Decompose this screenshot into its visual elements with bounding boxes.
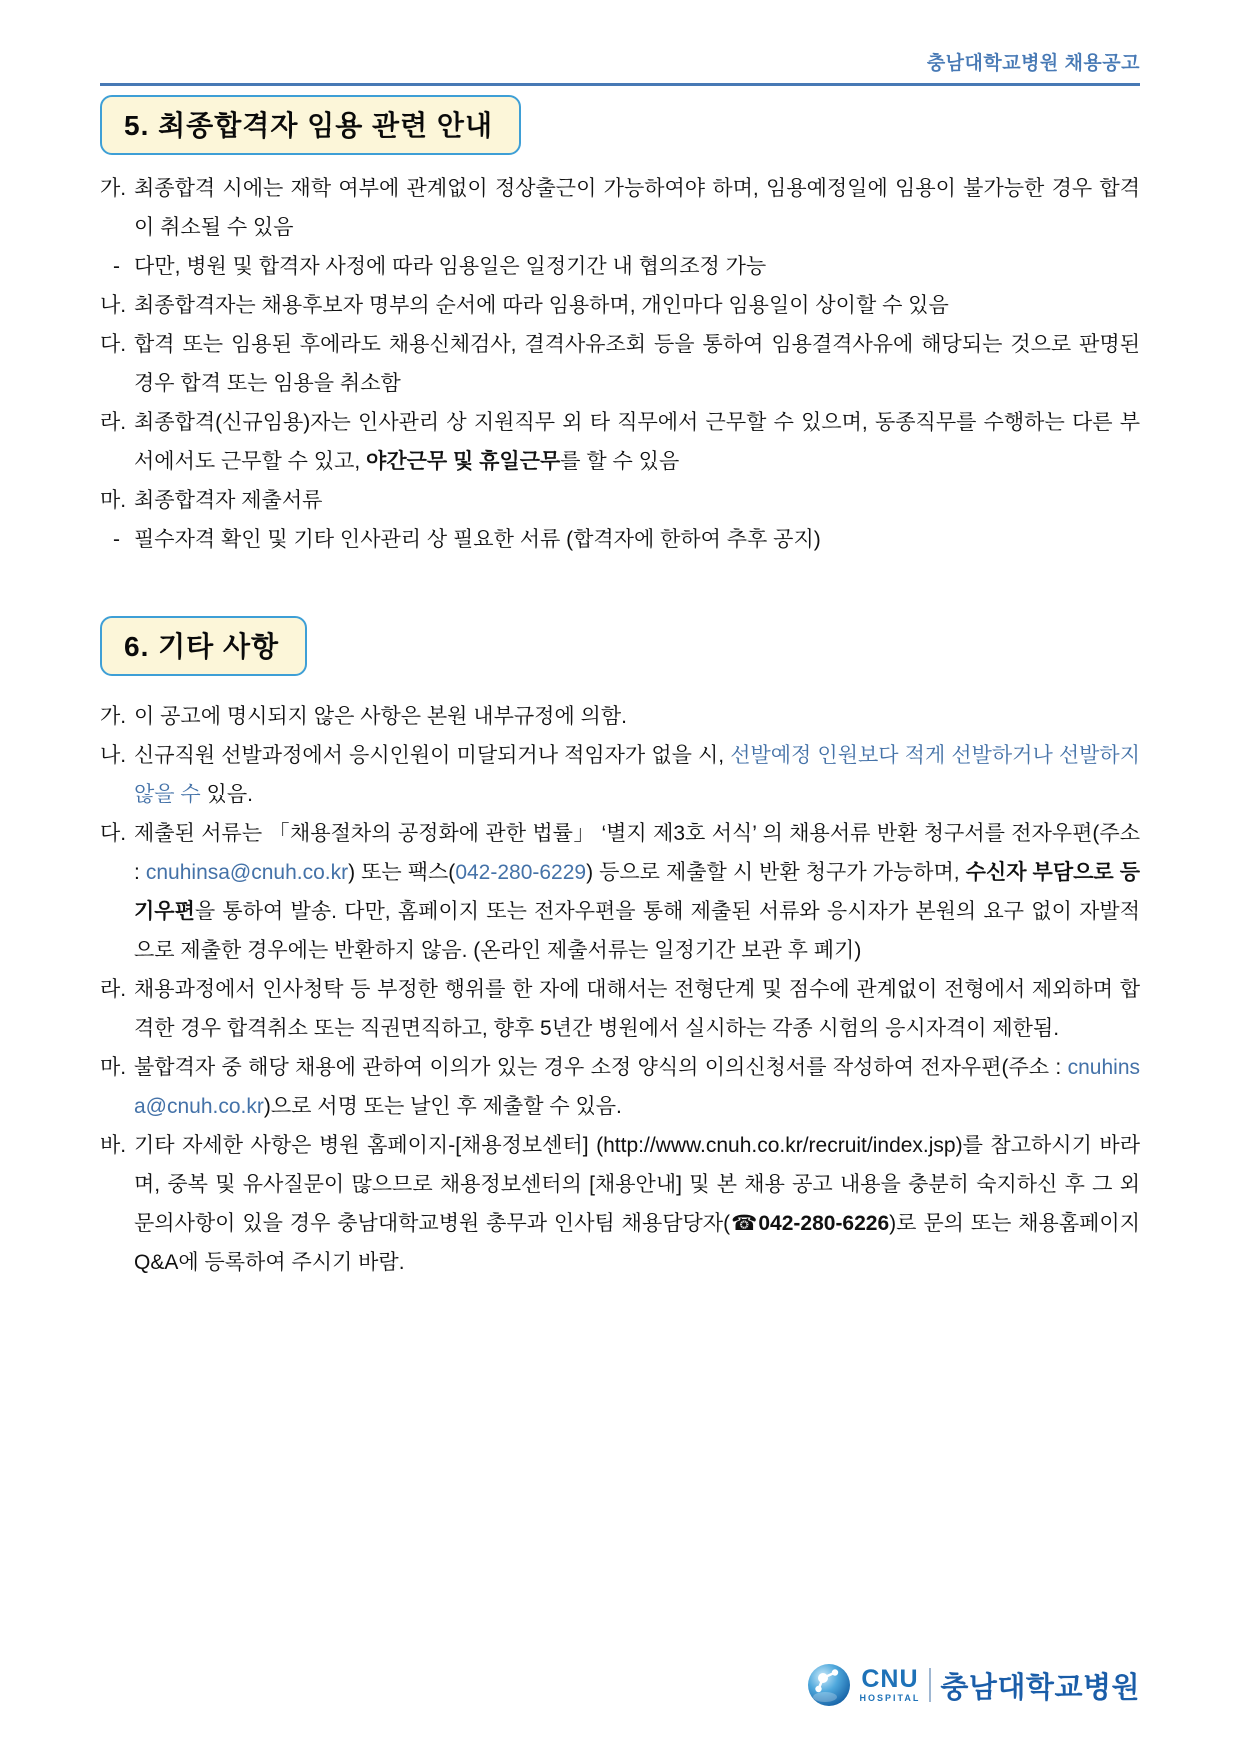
plain-text: 필수자격 확인 및 기타 인사관리 상 필요한 서류 (합격자에 한하여 추후 공지) bbox=[134, 528, 821, 551]
list-item bbox=[100, 325, 1140, 403]
plain-text: 최종합격(신규임용)자는 인사관리 상 지원직무 외 타 직무에서 근무할 수 있으며, 동종직무를 수행하는 다른 부서에서도 근무할 수 있고, bbox=[134, 411, 1140, 473]
item-text bbox=[134, 970, 1140, 1048]
item-text bbox=[134, 403, 1140, 481]
item-marker: 다. bbox=[100, 822, 127, 845]
plain-text: 있음. bbox=[200, 783, 253, 806]
item-text bbox=[134, 286, 1140, 325]
plain-text: 최종합격자 제출서류 bbox=[134, 489, 323, 512]
item-text bbox=[134, 814, 1140, 970]
item-marker: 라. bbox=[100, 978, 127, 1001]
highlighted-text: cnuhinsa@cnuh.co.kr bbox=[134, 1056, 1140, 1118]
plain-text: 을 통하여 발송. 다만, 홈페이지 또는 전자우편을 통해 제출된 서류와 응시자가 본원의 요구 없이 자발적으로 제출한 경우에는 반환하지 않음. (온라인 제출서류는 일정기간 보관 후 폐기) bbox=[134, 900, 1140, 962]
logo-divider bbox=[929, 1668, 931, 1702]
highlighted-text: cnuhinsa@cnuh.co.kr bbox=[145, 861, 349, 884]
item-marker: 다. bbox=[100, 333, 127, 356]
item-marker: 바. bbox=[100, 1134, 127, 1157]
list-item bbox=[100, 1048, 1140, 1126]
highlighted-text: 042-280-6229 bbox=[455, 861, 587, 884]
list-item bbox=[100, 697, 1140, 736]
hospital-globe-icon bbox=[807, 1663, 851, 1707]
logo-cnu-text: CNU bbox=[861, 1665, 919, 1693]
item-text bbox=[134, 736, 1140, 814]
list-item bbox=[100, 481, 1140, 520]
section-title bbox=[100, 616, 307, 676]
section-title-wrap bbox=[100, 86, 1140, 155]
item-text bbox=[134, 520, 1140, 559]
bold-text: 수신자 부담으로 등기우편 bbox=[134, 861, 1140, 923]
plain-text: 제출된 서류는 「채용절차의 공정화에 관한 법률」 ‘별지 제3호 서식’ 의 채용서류 반환 청구서를 전자우편(주소 : bbox=[134, 822, 1140, 884]
item-marker: 가. bbox=[100, 705, 127, 728]
footer-logo bbox=[807, 1663, 1140, 1707]
section-body bbox=[100, 697, 1140, 1282]
item-marker: 가. bbox=[100, 177, 127, 200]
list-item bbox=[100, 286, 1140, 325]
plain-text: 를 할 수 있음 bbox=[560, 450, 680, 473]
item-text bbox=[134, 325, 1140, 403]
list-item bbox=[100, 736, 1140, 814]
plain-text: ) 또는 팩스( bbox=[348, 861, 456, 884]
item-marker: - bbox=[113, 255, 120, 278]
document-section bbox=[100, 86, 1140, 559]
item-marker: - bbox=[113, 528, 120, 551]
header-title: 충남대학교병원 채용공고 bbox=[926, 53, 1140, 74]
plain-text: 합격 또는 임용된 후에라도 채용신체검사, 결격사유조회 등을 통하여 임용결격사유에 해당되는 것으로 판명된 경우 합격 또는 임용을 취소함 bbox=[134, 333, 1140, 395]
plain-text: 신규직원 선발과정에서 응시인원이 미달되거나 적임자가 없을 시, bbox=[134, 744, 731, 767]
list-item bbox=[100, 247, 1140, 286]
plain-text: 기타 자세한 사항은 병원 홈페이지-[채용정보센터] (http://www.cnuh.co.kr/recruit/index.jsp)를 참고하시기 바라며, 중복 및 유사질문이 많으므로 채용정보센터의 [채용안내] 및 본 채용 공고 내용을 충분히 숙지하신 후 그 외 문의사항이 있을 경우 충남대학교병원 총무과 인사팀 채용담당자( bbox=[134, 1134, 1140, 1235]
item-marker: 라. bbox=[100, 411, 127, 434]
list-item bbox=[100, 814, 1140, 970]
plain-text: )으로 서명 또는 날인 후 제출할 수 있음. bbox=[263, 1095, 622, 1118]
item-text bbox=[134, 697, 1140, 736]
section-title-label: 5. 최종합격자 임용 관련 안내 bbox=[124, 110, 493, 141]
plain-text: 다만, 병원 및 합격자 사정에 따라 임용일은 일정기간 내 협의조정 가능 bbox=[134, 255, 767, 278]
plain-text: 불합격자 중 해당 채용에 관하여 이의가 있는 경우 소정 양식의 이의신청서를 작성하여 전자우편(주소 : bbox=[134, 1056, 1068, 1079]
document-section bbox=[100, 616, 1140, 1282]
item-text bbox=[134, 169, 1140, 247]
item-text bbox=[134, 1126, 1140, 1282]
plain-text: 최종합격 시에는 재학 여부에 관계없이 정상출근이 가능하여야 하며, 임용예정일에 임용이 불가능한 경우 합격이 취소될 수 있음 bbox=[134, 177, 1140, 239]
bold-text: 야간근무 및 휴일근무 bbox=[366, 450, 561, 473]
list-item bbox=[100, 169, 1140, 247]
section-body bbox=[100, 169, 1140, 559]
logo-cnu-block bbox=[860, 1667, 921, 1703]
item-marker: 나. bbox=[100, 294, 127, 317]
section-title bbox=[100, 95, 521, 155]
highlighted-text: 선발예정 인원보다 적게 선발하거나 선발하지 않을 수 bbox=[134, 744, 1140, 806]
item-text bbox=[134, 481, 1140, 520]
section-title-wrap bbox=[100, 616, 1140, 676]
list-item bbox=[100, 1126, 1140, 1282]
plain-text: 이 공고에 명시되지 않은 사항은 본원 내부규정에 의함. bbox=[134, 705, 627, 728]
item-marker: 마. bbox=[100, 489, 127, 512]
plain-text: )로 문의 또는 채용홈페이지 Q&A에 등록하여 주시기 바람. bbox=[134, 1212, 1140, 1274]
item-marker: 나. bbox=[100, 744, 127, 767]
list-item bbox=[100, 403, 1140, 481]
item-text bbox=[134, 1048, 1140, 1126]
list-item bbox=[100, 970, 1140, 1048]
logo-hospital-name: 충남대학교병원 bbox=[940, 1671, 1140, 1704]
plain-text: 채용과정에서 인사청탁 등 부정한 행위를 한 자에 대해서는 전형단계 및 점수에 관계없이 전형에서 제외하며 합격한 경우 합격취소 또는 직권면직하고, 향후 5년간 병원에서 실시하는 각종 시험의 응시자격이 제한됨. bbox=[134, 978, 1140, 1040]
sections bbox=[100, 86, 1140, 1282]
list-item bbox=[100, 520, 1140, 559]
section-title-label: 6. 기타 사항 bbox=[124, 631, 280, 662]
item-marker: 마. bbox=[100, 1056, 127, 1079]
item-text bbox=[134, 247, 1140, 286]
logo-hospital-text: HOSPITAL bbox=[859, 1693, 921, 1703]
plain-text: 최종합격자는 채용후보자 명부의 순서에 따라 임용하며, 개인마다 임용일이 상이할 수 있음 bbox=[134, 294, 949, 317]
plain-text: ) 등으로 제출할 시 반환 청구가 가능하며, bbox=[586, 861, 966, 884]
bold-text: ☎042-280-6226 bbox=[730, 1212, 890, 1235]
